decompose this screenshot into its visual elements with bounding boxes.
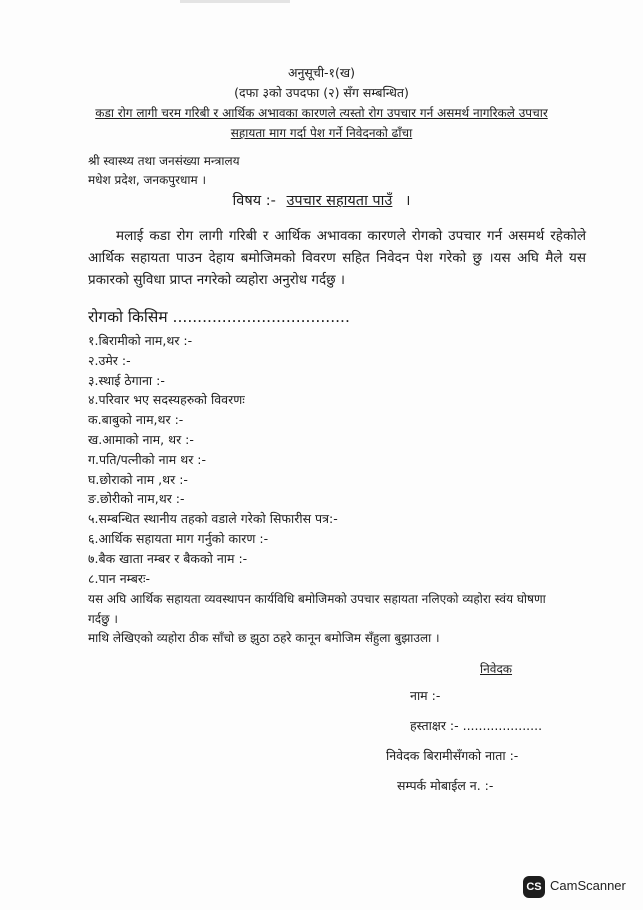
- declaration-line-2: गर्दछु ।: [88, 612, 118, 626]
- subject-text: उपचार सहायता पाउँ: [286, 193, 393, 209]
- field-mother-name: ख.आमाको नाम, थर :-: [88, 432, 194, 447]
- field-age: २.उमेर :-: [88, 353, 131, 368]
- applicant-signature: हस्ताक्षर :- ....................: [410, 718, 543, 733]
- scan-edge-mark: [180, 0, 290, 3]
- affirmation-line: माथि लेखिएको व्यहोरा ठीक साँचो छ झुठा ठहरे कानून बमोजिम सँहुला बुझाउला ।: [88, 631, 440, 645]
- addressee-ministry: श्री स्वास्थ्य तथा जनसंख्या मन्त्रालय: [88, 154, 240, 168]
- camscanner-logo-icon: CS: [523, 876, 545, 898]
- disease-type-field: रोगको किसिम ....................................: [88, 308, 350, 326]
- field-permanent-address: ३.स्थाई ठेगाना :-: [88, 373, 165, 388]
- field-pan-number: ८.पान नम्बरः-: [88, 571, 151, 586]
- subject-end-mark: ।: [404, 193, 411, 209]
- applicant-name: नाम :-: [410, 688, 441, 703]
- field-ward-recommendation: ५.सम्बन्धित स्थानीय तहको वडाले गरेको सिफारीस पत्र:-: [88, 511, 338, 526]
- subject-line: [0, 190, 643, 210]
- addressee-location: मधेश प्रदेश, जनकपुरधाम ।: [88, 173, 207, 187]
- form-title-line-1: कडा रोग लागी चरम गरिबी र आर्थिक अभावका कारणले त्यस्तो रोग उपचार गर्न असमर्थ नागरिकले उपचार: [95, 106, 548, 120]
- request-paragraph: मलाई कडा रोग लागी गरिबी र आर्थिक अभावका कारणले रोगको उपचार गर्न असमर्थ रहेकोले आर्थिक सहायता पाउन देहाय बमोजिमको विवरण सहित निवेदन पेश गरेको छु ।यस अघि मैले यस प्रकारको सुविधा प्राप्त नगरेको व्यहोरा अनुरोध गर्दछु ।: [88, 228, 586, 288]
- field-father-name: क.बाबुको नाम,थर :-: [88, 412, 184, 427]
- applicant-relation: निवेदक बिरामीसँगको नाता :-: [386, 748, 519, 763]
- field-son-name: घ.छोराको नाम ,थर :-: [88, 472, 188, 487]
- field-aid-reason: ६.आर्थिक सहायता माग गर्नुको कारण :-: [88, 531, 269, 546]
- applicant-heading: निवेदक: [480, 662, 513, 676]
- camscanner-watermark-text: CamScanner: [550, 878, 626, 893]
- annex-label: अनुसूची-१(ख): [287, 65, 356, 80]
- field-bank-account: ७.बैक खाता नम्बर र बैकको नाम :-: [88, 551, 248, 566]
- clause-reference: (दफा ३को उपदफा (२) सँग सम्बन्धित): [234, 85, 409, 100]
- applicant-mobile: सम्पर्क मोबाईल न. :-: [397, 778, 494, 793]
- field-family-details: ४.परिवार भए सदस्यहरुको विवरणः: [88, 392, 245, 407]
- field-spouse-name: ग.पति/पत्नीको नाम थर :-: [88, 452, 207, 467]
- field-daughter-name: ङ.छोरीको नाम,थर :-: [88, 491, 185, 506]
- subject-label: विषय :-: [232, 193, 276, 209]
- declaration-line-1: यस अघि आर्थिक सहायता व्यवस्थापन कार्यविधि बमोजिमको उपचार सहायता नलिएको व्यहोरा स्वंय घोषणा: [88, 592, 546, 606]
- field-patient-name: १.बिरामीको नाम,थर :-: [88, 333, 193, 348]
- form-title-line-2: सहायता माग गर्दा पेश गर्ने निवेदनको ढाँचा: [230, 126, 413, 140]
